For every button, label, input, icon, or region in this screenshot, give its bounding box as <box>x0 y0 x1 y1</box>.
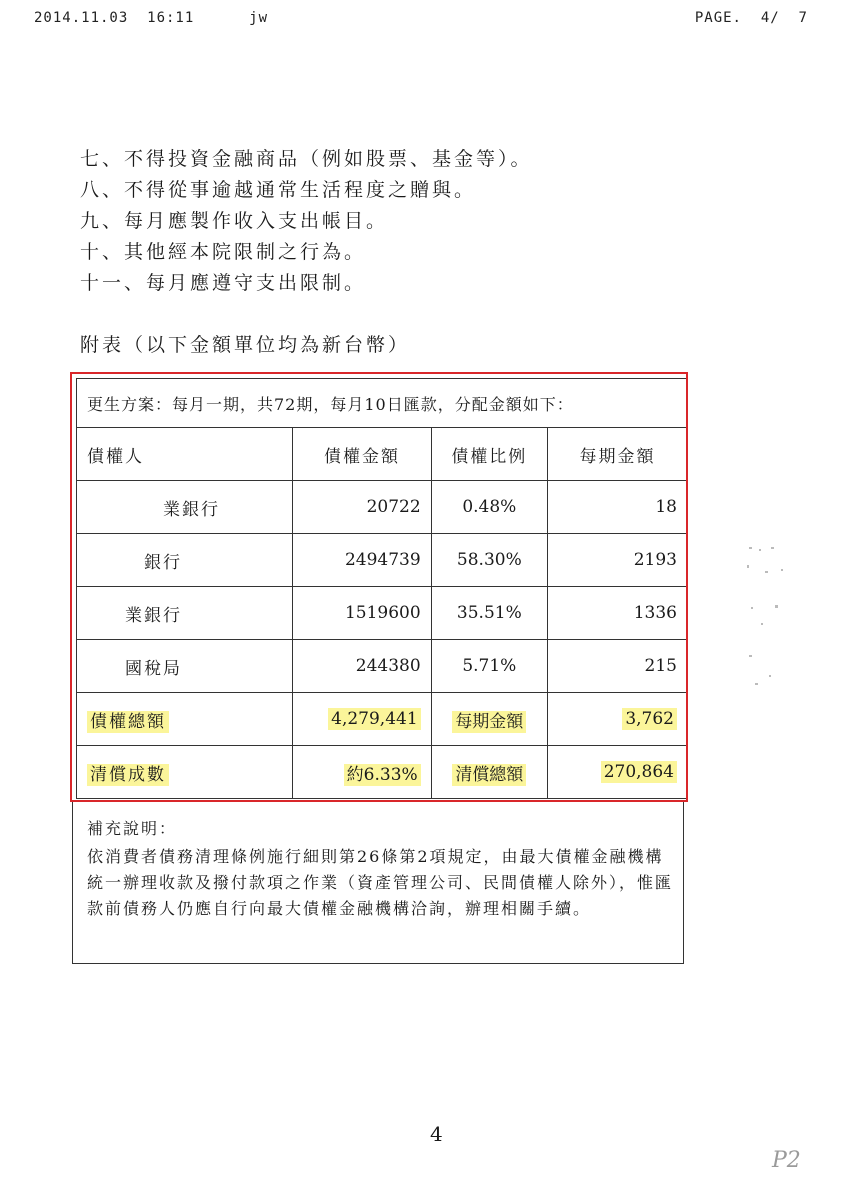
summary-label: 債權總額 <box>77 693 293 746</box>
note-body: 依消費者債務清理條例施行細則第26條第2項規定，由最大債權金融機構統一辦理收款及撥付款項之作業（資產管理公司、民間債權人除外），惟匯款前債務人仍應自行向最大債權金融機構洽詢，辦理相關手續。 <box>87 847 674 918</box>
header-creditor: 債權人 <box>77 428 293 481</box>
header-ratio: 債權比例 <box>431 428 547 481</box>
page-number: 4 <box>430 1122 443 1146</box>
summary-value: 約6.33% <box>293 746 431 799</box>
creditor-name: 業銀行 <box>77 481 293 534</box>
creditor-per-period: 2193 <box>547 534 687 587</box>
header-amount: 債權金額 <box>293 428 431 481</box>
creditor-ratio: 5.71% <box>431 640 547 693</box>
plan-description: 更生方案：每月一期，共72期，每月10日匯款，分配金額如下： <box>77 379 688 428</box>
fax-header-left <box>34 10 268 26</box>
scan-artifact <box>745 545 795 695</box>
summary-value-secondary: 270,864 <box>547 746 687 799</box>
fax-sender: jw <box>249 10 269 26</box>
creditor-amount: 2494739 <box>293 534 431 587</box>
rule-item: 八、不得從事逾越通常生活程度之贈與。 <box>80 179 477 201</box>
summary-label-secondary: 清償總額 <box>431 746 547 799</box>
creditor-per-period: 18 <box>547 481 687 534</box>
creditor-amount: 244380 <box>293 640 431 693</box>
rule-item: 十一、每月應遵守支出限制。 <box>80 272 367 294</box>
fax-page-indicator: PAGE. 4/ 7 <box>694 10 808 26</box>
handwritten-mark: P2 <box>772 1148 801 1173</box>
creditor-ratio: 35.51% <box>431 587 547 640</box>
rule-item: 七、不得投資金融商品（例如股票、基金等）。 <box>80 148 533 170</box>
restriction-list <box>80 144 533 299</box>
fax-datetime: 2014.11.03 16:11 <box>34 10 195 26</box>
creditor-ratio: 0.48% <box>431 481 547 534</box>
rule-item: 十、其他經本院限制之行為。 <box>80 241 367 263</box>
creditor-ratio: 58.30% <box>431 534 547 587</box>
summary-label-secondary: 每期金額 <box>431 693 547 746</box>
creditor-name: 國稅局 <box>77 640 293 693</box>
header-per-period: 每期金額 <box>547 428 687 481</box>
appendix-caption: 附表（以下金額單位均為新台幣） <box>80 334 411 356</box>
red-highlight-frame <box>70 372 688 802</box>
creditor-per-period: 1336 <box>547 587 687 640</box>
summary-label: 清償成數 <box>77 746 293 799</box>
note-title: 補充說明： <box>87 819 178 838</box>
creditor-per-period: 215 <box>547 640 687 693</box>
creditor-name: 業銀行 <box>77 587 293 640</box>
supplementary-note <box>72 802 684 964</box>
creditor-name: 銀行 <box>77 534 293 587</box>
summary-value-secondary: 3,762 <box>547 693 687 746</box>
creditor-amount: 1519600 <box>293 587 431 640</box>
summary-value: 4,279,441 <box>293 693 431 746</box>
creditor-amount: 20722 <box>293 481 431 534</box>
rule-item: 九、每月應製作收入支出帳目。 <box>80 210 389 232</box>
